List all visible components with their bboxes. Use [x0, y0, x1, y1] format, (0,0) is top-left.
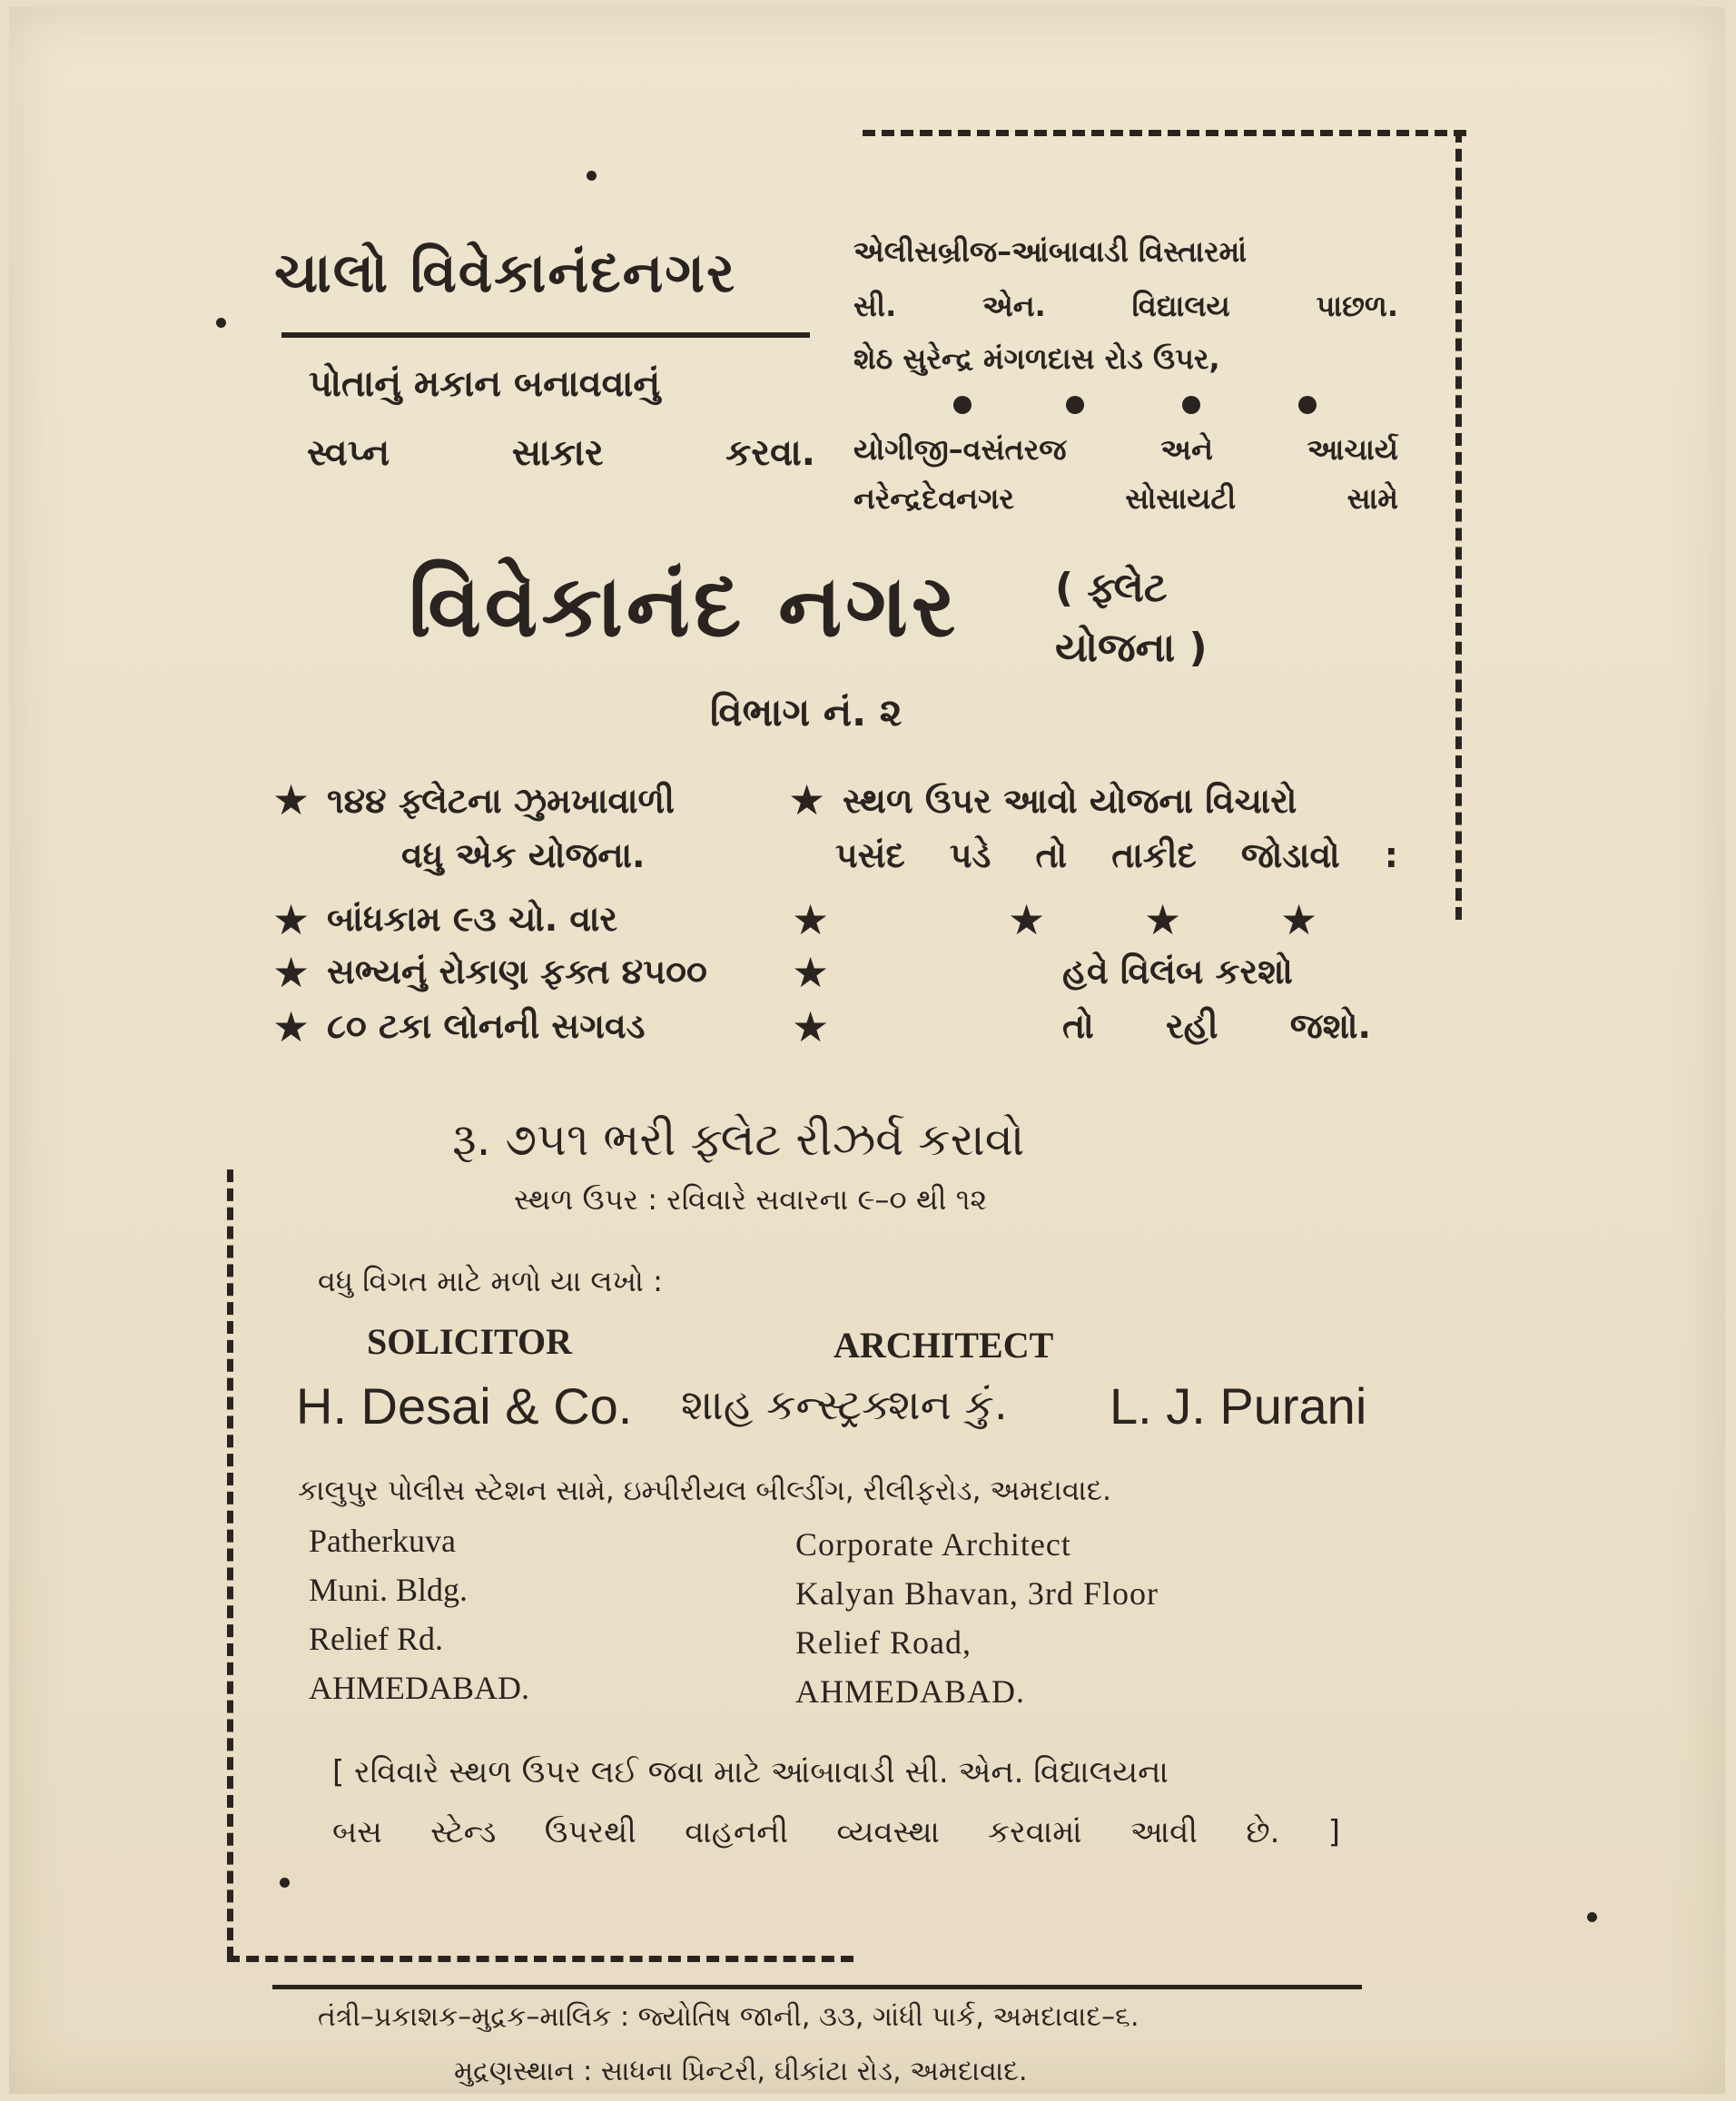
- tagline-line1: પોતાનું મકાન બનાવવાનું: [309, 363, 661, 405]
- scheme-type-line1: ( ફ્લેટ: [1055, 565, 1168, 611]
- feature-1-line2: વધુ એક યોજના.: [401, 835, 646, 875]
- transport-note-line2: બસ સ્ટેન્ડ ઉપરથી વાહનની વ્યવસ્થા કરવામાં આવી છે. ]: [332, 1814, 1340, 1850]
- printer-imprint: મુદ્રણસ્થાન : સાધના પ્રિન્ટરી, ઘીકાંટા રોડ, અમદાવાદ.: [454, 2056, 1028, 2087]
- feature-1-line1: ૧૪૪ ફ્લેટના ઝુમખાવાળી: [327, 781, 676, 821]
- dashed-border-bottom: [227, 1956, 853, 1962]
- speck-dot: [587, 171, 597, 181]
- builder-name: શાહ કન્સ્ટ્રક્શન કું.: [681, 1380, 1008, 1429]
- location-line3: શેઠ સુરેન્દ્ર મંગળદાસ રોડ ઉપર,: [853, 341, 1220, 376]
- builder-address: કાલુપુર પોલીસ સ્ટેશન સામે, ઇમ્પીરીયલ બીલ્ડીંગ, રીલીફરોડ, અમદાવાદ.: [298, 1475, 1111, 1507]
- solicitor-address: [309, 1516, 529, 1712]
- tagline-line2: સ્વપ્ન સાકાર કરવા.: [307, 432, 815, 474]
- feature-2: બાંધકામ ૯૩ ચો. વાર: [327, 899, 618, 939]
- feature-4: ૮૦ ટકા લોનની સગવડ: [327, 1006, 646, 1046]
- dashed-border-top: [863, 130, 1466, 136]
- speck-dot: [1587, 1912, 1597, 1922]
- star-icon: ★: [792, 1002, 830, 1051]
- star-icon: ★: [272, 775, 311, 824]
- feature-3: સભ્યનું રોકાણ ફક્ત ૪૫૦૦: [327, 952, 707, 991]
- location-line5: નરેન્દ્રદેવનગર સોસાયટી સામે: [853, 481, 1398, 516]
- star-icon: ★: [1280, 895, 1318, 944]
- architect-address-line: Corporate Architect: [795, 1526, 1071, 1563]
- solicitor-address-line: Relief Rd.: [309, 1621, 443, 1657]
- dashed-border-left: [227, 1169, 233, 1959]
- invite-line3: હવે વિલંબ કરશો: [1062, 952, 1293, 991]
- solicitor-name: H. Desai & Co.: [296, 1377, 633, 1435]
- architect-address-line: Relief Road,: [795, 1624, 972, 1661]
- invite-line4: તો રહી જશો.: [1062, 1006, 1371, 1046]
- contact-prompt: વધુ વિગત માટે મળો યા લખો :: [318, 1264, 663, 1298]
- architect-name: L. J. Purani: [1110, 1377, 1367, 1435]
- scheme-title: વિવેકાનંદ નગર: [409, 557, 960, 656]
- star-icon: ★: [272, 948, 311, 997]
- star-icon: ★: [788, 775, 826, 824]
- star-icon: ★: [272, 1002, 311, 1051]
- dashed-border-right: [1455, 130, 1462, 920]
- invite-line2: પસંદ પડે તો તાકીદ જોડાવો :: [835, 835, 1398, 875]
- star-icon: ★: [1144, 895, 1182, 944]
- advertisement-page: [9, 7, 1725, 2094]
- reservation-line: રૂ. ૭૫૧ ભરી ફ્લેટ રીઝર્વ કરાવો: [452, 1113, 1025, 1166]
- site-visit-timing: સ્થળ ઉપર : રવિવારે સવારના ૯–૦ થી ૧૨: [514, 1182, 988, 1217]
- architect-label: ARCHITECT: [833, 1325, 1054, 1366]
- star-icon: ★: [272, 895, 311, 944]
- solicitor-address-line: Muni. Bldg.: [309, 1572, 469, 1608]
- headline: ચાલો વિવેકાનંદનગર: [274, 242, 737, 305]
- transport-note-line1: [ રવિવારે સ્થળ ઉપર લઈ જવા માટે આંબાવાડી સી. એન. વિદ્યાલયના: [332, 1754, 1169, 1790]
- scheme-type-line2: યોજના ): [1055, 625, 1208, 671]
- star-icon: ★: [792, 948, 830, 997]
- headline-underline: [281, 332, 810, 338]
- publisher-imprint: તંત્રી–પ્રકાશક–મુદ્રક–માલિક : જ્યોતિષ જાની, ૩૩, ગાંધી પાર્ક, અમદાવાદ–૬.: [318, 2001, 1139, 2033]
- solicitor-address-line: Patherkuva: [309, 1523, 456, 1559]
- footer-rule: [272, 1985, 1362, 1989]
- speck-dot: [216, 318, 226, 328]
- scheme-section: વિભાગ નં. ૨: [710, 690, 903, 735]
- speck-dot: [280, 1878, 290, 1888]
- architect-address: [795, 1520, 1159, 1716]
- solicitor-label: SOLICITOR: [367, 1321, 573, 1362]
- location-line1: એલીસબ્રીજ–આંબાવાડી વિસ્તારમાં: [853, 234, 1248, 269]
- invite-line1: સ્થળ ઉપર આવો યોજના વિચારો: [843, 781, 1297, 821]
- architect-address-line: Kalyan Bhavan, 3rd Floor: [795, 1575, 1159, 1612]
- location-line4: યોગીજી–વસંતરજ અને આચાર્ય: [853, 432, 1398, 467]
- architect-address-line: AHMEDABAD.: [795, 1673, 1025, 1710]
- star-icon: ★: [1008, 895, 1046, 944]
- solicitor-address-line: AHMEDABAD.: [309, 1670, 529, 1706]
- bullet-row: [953, 396, 1317, 418]
- location-line2: સી. એન. વિદ્યાલય પાછળ.: [853, 289, 1398, 323]
- star-icon: ★: [792, 895, 830, 944]
